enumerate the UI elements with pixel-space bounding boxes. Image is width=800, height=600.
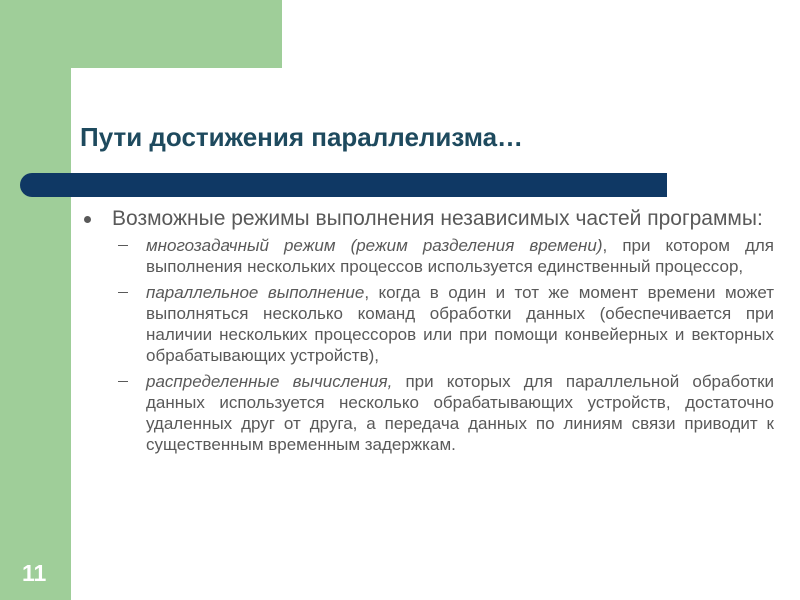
dash-icon — [118, 381, 128, 382]
sub-bullet-term: параллельное выполнение — [146, 283, 365, 302]
bullet-dot-icon — [84, 216, 91, 223]
sub-bullet-text: , когда в один и тот же момент времени может выполняться несколько команд обработки данных (обеспечивается при наличии нескольких процессоров или при помощи конвейерных и векторных обрабатывающих устройств), — [146, 283, 774, 365]
green-side-panel — [0, 0, 71, 600]
bullet-item — [80, 207, 774, 231]
slide-title: Пути достижения параллелизма… — [80, 122, 524, 152]
sub-bullet-text: , при котором для выполнения нескольких процессов используется единственный процессор, — [146, 236, 775, 276]
sub-bullet-term: многозадачный режим (режим разделения времени) — [146, 236, 603, 255]
sub-bullet-list — [80, 235, 774, 455]
sub-bullet-item — [146, 282, 774, 366]
bullet-text: Возможные режимы выполнения независимых частей программы: — [112, 207, 763, 230]
sub-bullet-item — [146, 235, 774, 277]
title-underline-bar — [20, 173, 667, 197]
sub-bullet-item — [146, 371, 774, 455]
page-number: 11 — [22, 560, 47, 586]
slide-body — [80, 207, 774, 460]
dash-icon — [118, 245, 128, 246]
sub-bullet-term: распределенные вычисления, — [146, 372, 393, 391]
sub-bullet-text: при которых для параллельной обработки данных используется несколько обрабатывающих устройств, достаточно удаленных друг от друга, а передача данных по линиям связи приводит к существенным временным задержкам. — [146, 372, 774, 454]
green-top-panel — [0, 0, 282, 68]
dash-icon — [118, 292, 128, 293]
